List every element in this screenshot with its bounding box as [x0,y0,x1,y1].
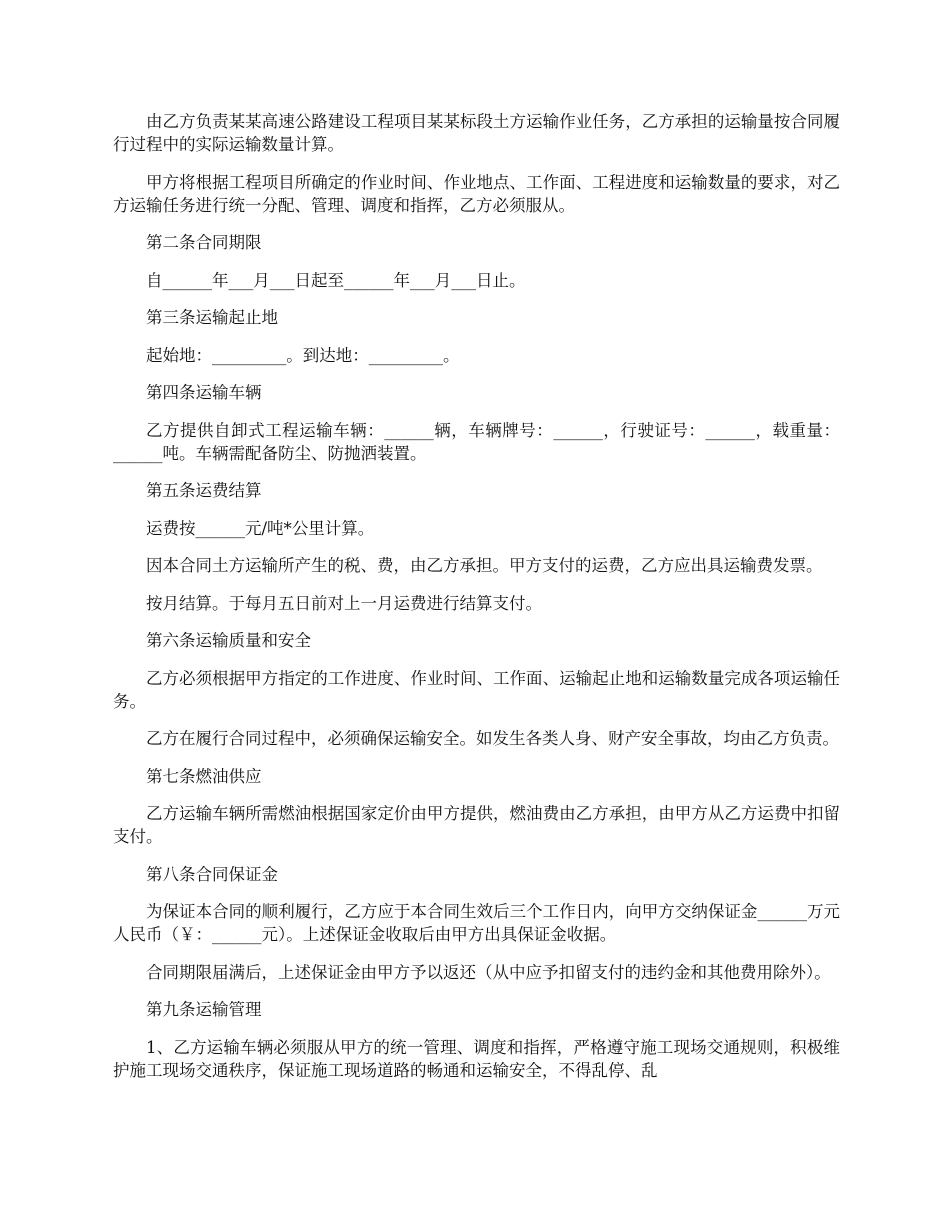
heading-article-3: 第三条运输起止地 [146,308,278,327]
heading-article-5: 第五条运费结算 [146,481,262,500]
paragraph-vehicles: 乙方提供自卸式工程运输车辆：______辆，车辆牌号：______，行驶证号：______，载重量：______吨。车辆需配备防尘、防抛洒装置。 [113,420,840,463]
paragraph-management-1: 1、乙方运输车辆必须服从甲方的统一管理、调度和指挥，严格遵守施工现场交通规则，积极维护施工现场交通秩序，保证施工现场道路的畅通和运输安全，不得乱停、乱 [113,1037,840,1080]
paragraph-monthly-settlement: 按月结算。于每月五日前对上一月运费进行结算支付。 [146,593,542,613]
paragraph-safety: 乙方在履行合同过程中，必须确保运输安全。如发生各类人身、财产安全事故，均由乙方负责。 [146,729,839,748]
paragraph-locations: 起始地：_________。到达地：_________。 [146,345,460,365]
heading-article-7: 第七条燃油供应 [146,766,262,786]
heading-article-8: 第八条合同保证金 [146,864,278,884]
paragraph-deposit-return: 合同期限届满后，上述保证金由甲方予以返还（从中应予扣留支付的违约金和其他费用除外）。 [146,962,831,982]
heading-article-4: 第四条运输车辆 [146,383,262,402]
paragraph-term: 自______年___月___日起至______年___月___日止。 [146,270,526,290]
heading-article-6: 第六条运输质量和安全 [146,631,311,650]
paragraph-fuel: 乙方运输车辆所需燃油根据国家定价由甲方提供，燃油费由乙方承担，由甲方从乙方运费中扣留支付。 [113,804,840,846]
paragraph-deposit: 为保证本合同的顺利履行，乙方应于本合同生效后三个工作日内，向甲方交纳保证金______万元人民币（￥：______元）。上述保证金收取后由甲方出具保证金收据。 [113,902,840,944]
heading-article-2: 第二条合同期限 [146,233,262,252]
document-page [113,110,840,1096]
paragraph-taxes: 因本合同土方运输所产生的税、费，由乙方承担。甲方支付的运费，乙方应出具运输费发票。 [146,556,823,575]
heading-article-9: 第九条运输管理 [146,1000,262,1019]
paragraph-freight-rate: 运费按______元/吨*公里计算。 [146,518,375,538]
paragraph-scope: 由乙方负责某某高速公路建设工程项目某某标段土方运输作业任务，乙方承担的运输量按合同履行过程中的实际运输数量计算。 [113,112,840,154]
paragraph-dispatch: 甲方将根据工程项目所确定的作业时间、作业地点、工作面、工程进度和运输数量的要求，对乙方运输任务进行统一分配、管理、调度和指挥，乙方必须服从。 [113,172,840,215]
paragraph-quality: 乙方必须根据甲方指定的工作进度、作业时间、工作面、运输起止地和运输数量完成各项运输任务。 [113,668,840,711]
